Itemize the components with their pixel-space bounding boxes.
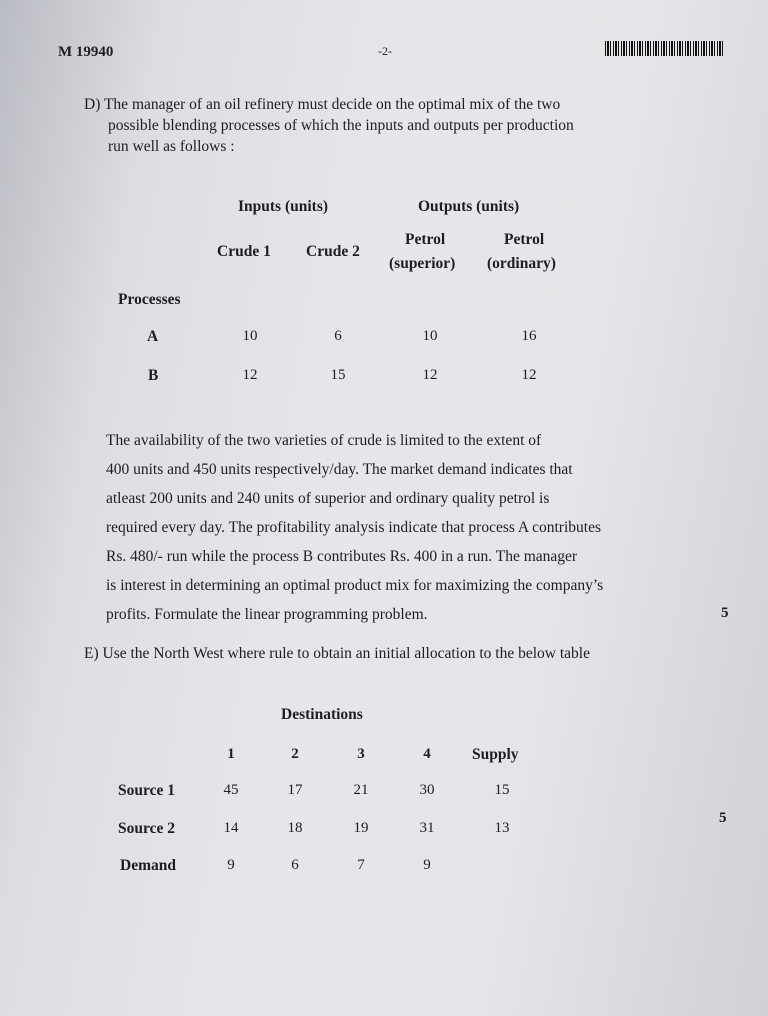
destinations-header: Destinations	[281, 706, 363, 723]
table-cell: 21	[353, 782, 369, 798]
paragraph-line: atleast 200 units and 240 units of superior and ordinary quality petrol is	[106, 490, 550, 507]
question-e-text: Use the North West where rule to obtain an initial allocation to the below table	[102, 645, 590, 662]
table-cell: 13	[494, 820, 510, 836]
barcode-image	[605, 41, 723, 56]
table-cell: 31	[419, 820, 435, 836]
question-d-line-1	[84, 94, 560, 115]
table-cell: 7	[357, 857, 365, 873]
row-source-1: Source 1	[118, 782, 175, 799]
row-demand: Demand	[120, 857, 176, 874]
outputs-group-header: Outputs (units)	[418, 198, 520, 215]
table-row-name: B	[148, 367, 159, 384]
table-cell: 9	[227, 857, 235, 873]
question-d-intro-2: possible blending processes of which the inputs and outputs per production	[108, 117, 574, 134]
table-row-name: A	[147, 328, 159, 345]
col-header-2: 2	[291, 746, 299, 762]
table-cell: 15	[330, 367, 346, 383]
table-cell: 9	[423, 857, 431, 873]
question-d-paragraph	[106, 426, 704, 629]
paragraph-line: is interest in determining an optimal product mix for maximizing the company’s	[106, 577, 604, 594]
table-cell: 30	[419, 782, 435, 798]
exam-code: M 19940	[58, 44, 114, 60]
question-e-label: E)	[84, 645, 99, 662]
table-cell: 10	[242, 328, 258, 344]
question-d-label: D)	[84, 96, 101, 113]
table-cell: 12	[422, 367, 438, 383]
inputs-group-header: Inputs (units)	[238, 198, 329, 215]
table-cell: 16	[521, 328, 537, 344]
question-e-marks: 5	[719, 810, 727, 826]
page-number: -2-	[378, 44, 392, 58]
table-cell: 15	[494, 782, 510, 798]
paragraph-line: Rs. 480/- run while the process B contributes Rs. 400 in a run. The manager	[106, 548, 578, 565]
col-header-supply: Supply	[472, 746, 519, 763]
row-source-2: Source 2	[118, 820, 175, 837]
table-cell: 17	[287, 782, 303, 798]
col-header-3: 3	[357, 746, 365, 762]
table-cell: 6	[334, 328, 342, 344]
paragraph-line: 400 units and 450 units respectively/day. The market demand indicates that	[106, 461, 573, 478]
col-crude-1: Crude 1	[217, 243, 271, 260]
table-cell: 19	[353, 820, 369, 836]
paragraph-line: The availability of the two varieties of crude is limited to the extent of	[106, 432, 542, 449]
paragraph-line: required every day. The profitability analysis indicate that process A contributes	[106, 519, 601, 536]
question-d-marks: 5	[721, 605, 729, 621]
table-cell: 12	[242, 367, 258, 383]
question-d-intro-1: The manager of an oil refinery must decide on the optimal mix of the two	[103, 96, 561, 113]
question-e-line	[84, 643, 590, 664]
table-cell: 12	[521, 367, 537, 383]
table-cell: 18	[287, 820, 303, 836]
table-cell: 10	[422, 328, 438, 344]
col-header-1: 1	[227, 746, 235, 762]
col-petrol-ordinary-line2: (ordinary)	[487, 255, 556, 272]
paragraph-line: profits. Formulate the linear programming problem.	[106, 606, 428, 623]
question-d-intro-3: run well as follows :	[108, 138, 235, 155]
table-cell: 45	[223, 782, 239, 798]
col-petrol-superior-line1: Petrol	[405, 231, 446, 248]
table-cell: 6	[291, 857, 299, 873]
table-cell: 14	[223, 820, 239, 836]
col-header-4: 4	[423, 746, 431, 762]
processes-header: Processes	[118, 291, 181, 308]
col-petrol-ordinary-line1: Petrol	[504, 231, 545, 248]
col-crude-2: Crude 2	[306, 243, 360, 260]
col-petrol-superior-line2: (superior)	[389, 255, 456, 272]
